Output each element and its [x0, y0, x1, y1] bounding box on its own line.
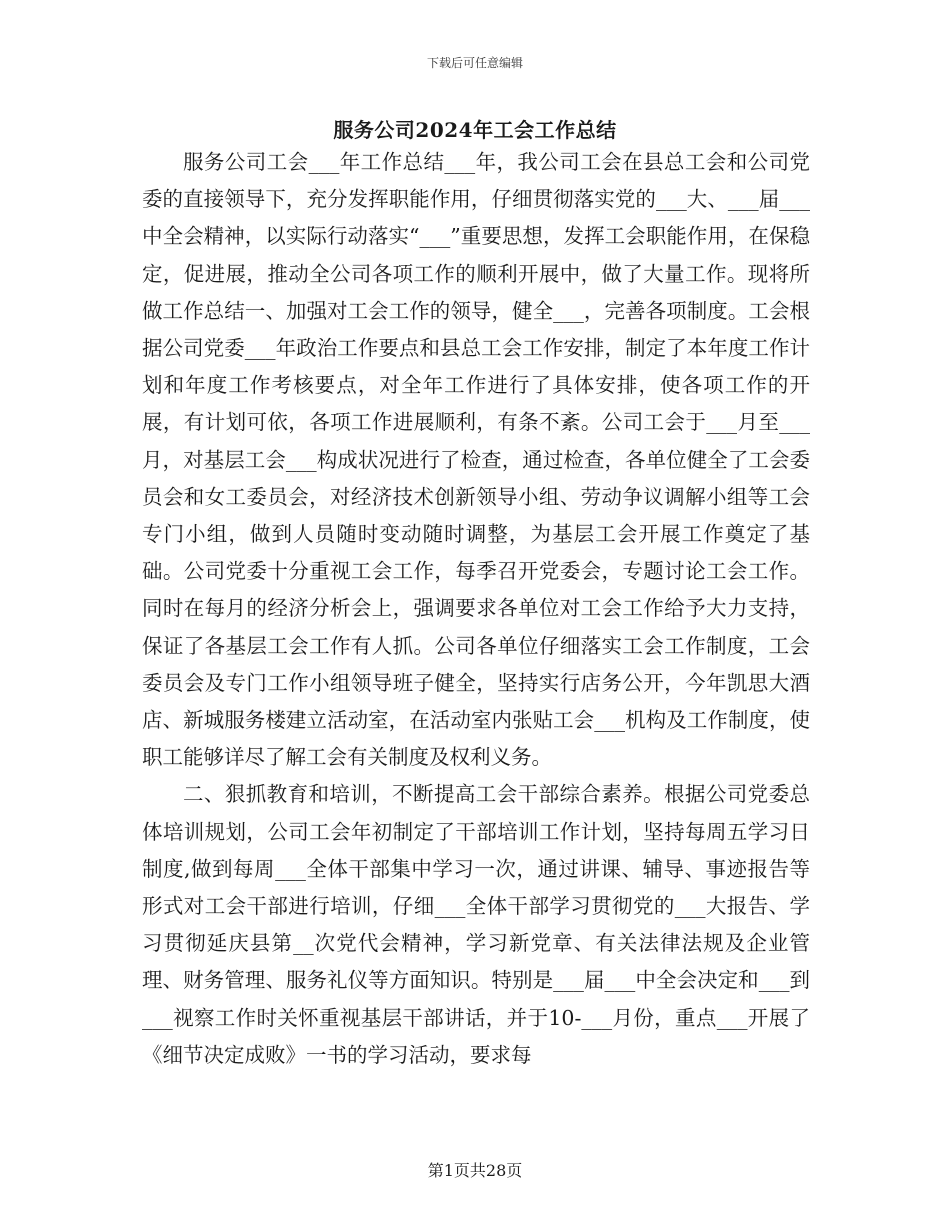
page-header: 下载后可任意编辑	[426, 56, 523, 70]
document-body	[142, 144, 810, 1074]
document-title: 服务公司2024年工会工作总结	[333, 118, 617, 142]
paragraph: 二、狠抓教育和培训，不断提高工会干部综合素养。根据公司党委总体培训规划，公司工会年初制定了干部培训工作计划，坚持每周五学习日制度,做到每周___全体干部集中学习一次，通过讲课、辅导、事迹报告等形式对工会干部进行培训，仔细___全体干部学习贯彻党的___大报告、学习贯彻延庆县第__次党代会精神，学习新党章、有关法律法规及企业管理、财务管理、服务礼仪等方面知识。特别是___届___中全会决定和___到___视察工作时关怀重视基层干部讲话，并于10-___月份，重点___开展了《细节决定成败》一书的学习活动，要求每	[142, 782, 810, 1067]
paragraph: 服务公司工会___年工作总结___年，我公司工会在县总工会和公司党委的直接领导下，充分发挥职能作用，仔细贯彻落实党的___大、___届___中全会精神，以实际行动落实“___”重要思想，发挥工会职能作用，在保稳定，促进展，推动全公司各项工作的顺利开展中，做了大量工作。现将所做工作总结一、加强对工会工作的领导，健全___，完善各项制度。工会根据公司党委___年政治工作要点和县总工会工作安排，制定了本年度工作计划和年度工作考核要点，对全年工作进行了具体安排，使各项工作的开展，有计划可依，各项工作进展顺利，有条不紊。公司工会于___月至___月，对基层工会___构成状况进行了检查，通过检查，各单位健全了工会委员会和女工委员会，对经济技术创新领导小组、劳动争议调解小组等工会专门小组，做到人员随时变动随时调整，为基层工会开展工作奠定了基础。公司党委十分重视工会工作，每季召开党委会，专题讨论工会工作。同时在每月的经济分析会上，强调要求各单位对工会工作给予大力支持，保证了各基层工会工作有人抓。公司各单位仔细落实工会工作制度，工会委员会及专门工作小组领导班子健全，坚持实行店务公开，今年凯思大酒店、新城服务楼建立活动室，在活动室内张贴工会___机构及工作制度，使职工能够详尽了解工会有关制度及权利义务。	[142, 150, 810, 770]
page-number: 第1页共28页	[427, 1161, 523, 1180]
